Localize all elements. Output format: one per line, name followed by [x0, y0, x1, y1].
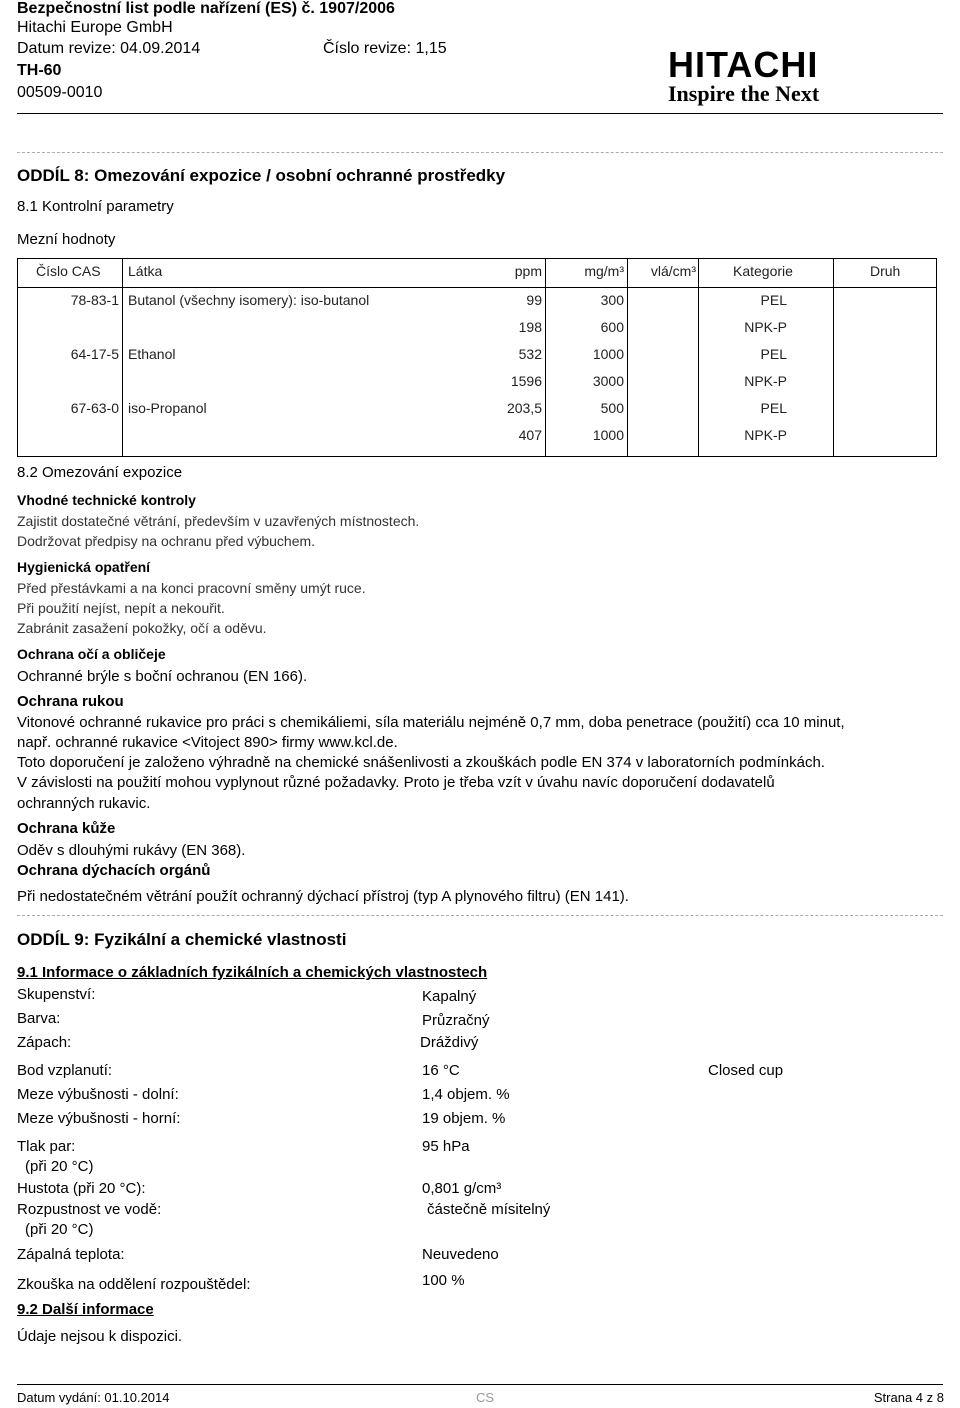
language-code: CS	[476, 1390, 495, 1405]
col-divider	[627, 258, 628, 457]
table-row-category: PEL	[760, 400, 787, 416]
hygiene-title: Hygienická opatření	[17, 559, 151, 575]
prop-label: Zápach:	[17, 1034, 72, 1051]
section-divider	[17, 915, 943, 916]
section9-title: ODDÍL 9: Fyzikální a chemické vlastnosti	[17, 930, 347, 949]
section9-2-title: 9.2 Další informace	[17, 1301, 154, 1318]
table-row-substance: Butanol (všechny isomery): iso-butanol	[128, 292, 370, 308]
prop-value: 100 %	[422, 1272, 465, 1289]
respiratory-text: Při nedostatečném větrání použít ochranný dýchací přístroj (typ A plynového filtru) (EN 141).	[17, 888, 629, 905]
table-row-cas: 64-17-5	[70, 346, 119, 362]
eye-protection-text: Ochranné brýle s boční ochranou (EN 166).	[17, 668, 308, 685]
table-row-ppm: 198	[518, 319, 542, 335]
limits-label: Mezní hodnoty	[17, 231, 116, 248]
prop-value: 19 objem. %	[422, 1110, 506, 1127]
col-divider	[545, 258, 546, 457]
section9-1-title: 9.1 Informace o základních fyzikálních a chemických vlastnostech	[17, 964, 488, 981]
prop-value: částečně mísitelný	[427, 1201, 551, 1218]
prop-label: Rozpustnost ve vodě:	[17, 1201, 162, 1218]
table-row-ppm: 203,5	[506, 400, 542, 416]
prop-value: Kapalný	[422, 988, 477, 1005]
prop-label: Hustota (při 20 °C):	[17, 1180, 146, 1197]
prop-label: Zkouška na oddělení rozpouštědel:	[17, 1276, 251, 1293]
tech-controls-title: Vhodné technické kontroly	[17, 492, 196, 508]
table-row-mg: 600	[600, 319, 624, 335]
table-row-cas: 78-83-1	[70, 292, 119, 308]
prop-label: Skupenství:	[17, 986, 96, 1003]
hand-protection-title: Ochrana rukou	[17, 693, 124, 710]
th-ppm: ppm	[514, 263, 542, 279]
table-row-mg: 3000	[592, 373, 624, 389]
prop-label-sub: (při 20 °C)	[25, 1221, 94, 1238]
th-type: Druh	[870, 263, 901, 279]
prop-value: 16 °C	[422, 1062, 460, 1079]
prop-label: Meze výbušnosti - dolní:	[17, 1086, 179, 1103]
issue-date: Datum vydání: 01.10.2014	[17, 1390, 170, 1405]
revision-date: Datum revize: 04.09.2014	[17, 40, 201, 57]
table-row-ppm: 407	[518, 427, 542, 443]
header-divider	[17, 113, 943, 114]
prop-value: Dráždivý	[420, 1034, 479, 1051]
prop-label-sub: (při 20 °C)	[25, 1158, 94, 1175]
col-divider	[122, 258, 123, 457]
product-code: 00509-0010	[17, 84, 103, 101]
revision-number: Číslo revize: 1,15	[323, 40, 447, 57]
respiratory-title: Ochrana dýchacích orgánů	[17, 862, 211, 879]
table-row-substance: iso-Propanol	[128, 400, 207, 416]
col-divider	[833, 258, 834, 457]
prop-label: Bod vzplanutí:	[17, 1062, 113, 1079]
document-title: Bezpečnostní list podle nařízení (ES) č. 1907/2006	[17, 0, 395, 17]
section8-title: ODDÍL 8: Omezování expozice / osobní ochranné prostředky	[17, 166, 506, 185]
table-row-category: PEL	[760, 346, 787, 362]
hitachi-logo	[668, 44, 863, 106]
section-divider	[17, 152, 943, 153]
prop-label: Zápalná teplota:	[17, 1246, 125, 1263]
hygiene-line: Při použití nejíst, nepít a nekouřit.	[17, 600, 225, 616]
prop-value: Neuvedeno	[422, 1246, 499, 1263]
table-row-category: NPK-P	[744, 427, 787, 443]
table-row-substance: Ethanol	[128, 346, 176, 362]
th-cas: Číslo CAS	[36, 263, 101, 279]
prop-note: Closed cup	[708, 1062, 784, 1079]
other-info-text: Údaje nejsou k dispozici.	[17, 1328, 183, 1345]
tech-line: Zajistit dostatečné větrání, především v uzavřených místnostech.	[17, 513, 420, 529]
table-row-category: NPK-P	[744, 373, 787, 389]
hand-line: Toto doporučení je založeno výhradně na chemické snášenlivosti a zkouškách podle EN 374 v laboratorních podmínkách.	[17, 754, 825, 771]
table-row-cas: 67-63-0	[70, 400, 119, 416]
table-row-mg: 300	[600, 292, 624, 308]
table-row-ppm: 99	[526, 292, 542, 308]
tech-line: Dodržovat předpisy na ochranu před výbuchem.	[17, 533, 316, 549]
skin-protection-title: Ochrana kůže	[17, 820, 116, 837]
hand-line: např. ochranné rukavice <Vitoject 890> firmy www.kcl.de.	[17, 734, 398, 751]
eye-protection-title: Ochrana očí a obličeje	[17, 646, 166, 662]
prop-label: Tlak par:	[17, 1138, 76, 1155]
hand-line: Vitonové ochranné rukavice pro práci s chemikáliemi, síla materiálu nejméně 0,7 mm, doba penetrace (použití) cca 10 minut,	[17, 714, 845, 731]
company-name: Hitachi Europe GmbH	[17, 19, 173, 36]
hand-line: V závislosti na použití mohou vyplynout různé požadavky. Proto je třeba vzít v úvahu navíc doporučení dodavatelů	[17, 774, 775, 791]
prop-value: 0,801 g/cm³	[422, 1180, 502, 1197]
logo-brand: HITACHI	[668, 44, 819, 85]
section8-2-title: 8.2 Omezování expozice	[17, 464, 183, 481]
table-row-mg: 500	[600, 400, 624, 416]
table-row-category: PEL	[760, 292, 787, 308]
hygiene-line: Zabránit zasažení pokožky, očí a oděvu.	[17, 620, 267, 636]
hand-line: ochranných rukavic.	[17, 795, 151, 812]
prop-value: 95 hPa	[422, 1138, 470, 1155]
logo-slogan: Inspire the Next	[668, 81, 820, 106]
th-mg: mg/m³	[584, 263, 624, 279]
col-divider	[698, 258, 699, 457]
th-fib: vlá/cm³	[650, 263, 696, 279]
prop-label: Barva:	[17, 1010, 61, 1027]
page-number: Strana 4 z 8	[873, 1390, 944, 1405]
prop-value: Průzračný	[422, 1012, 490, 1029]
product-name: TH-60	[17, 62, 62, 79]
hygiene-line: Před přestávkami a na konci pracovní směny umýt ruce.	[17, 580, 366, 596]
prop-value: 1,4 objem. %	[422, 1086, 510, 1103]
table-row-ppm: 1596	[510, 373, 542, 389]
footer-divider	[17, 1384, 943, 1385]
table-row-mg: 1000	[592, 346, 624, 362]
table-row-mg: 1000	[592, 427, 624, 443]
table-row-ppm: 532	[518, 346, 542, 362]
th-category: Kategorie	[733, 263, 793, 279]
th-substance: Látka	[128, 263, 163, 279]
section8-1-title: 8.1 Kontrolní parametry	[17, 198, 174, 215]
prop-label: Meze výbušnosti - horní:	[17, 1110, 181, 1127]
skin-protection-text: Oděv s dlouhými rukávy (EN 368).	[17, 842, 246, 859]
table-header-divider	[17, 287, 937, 288]
table-row-category: NPK-P	[744, 319, 787, 335]
